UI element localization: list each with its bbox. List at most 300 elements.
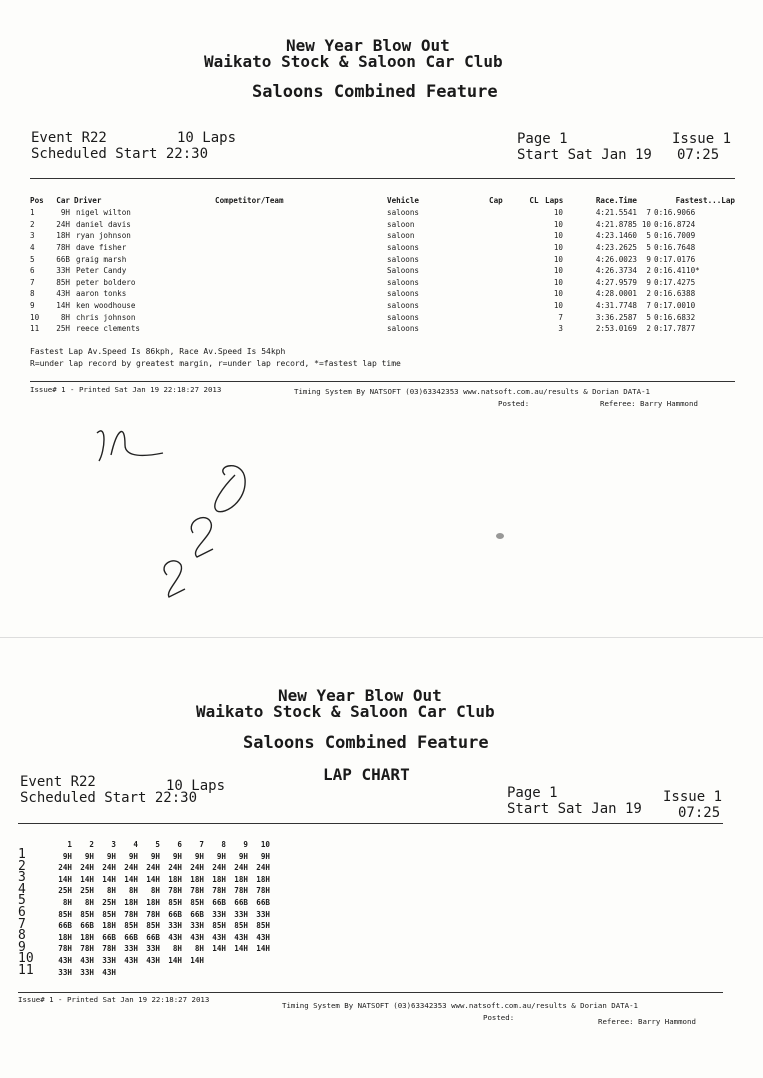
race-time-cell: 4:23.2625 [595, 243, 637, 253]
result-row [30, 300, 735, 312]
laps-cell: 10 [553, 266, 563, 276]
lap-chart-cell: 24H [212, 863, 226, 873]
pos-cell: 3 [30, 231, 35, 241]
lap-chart-cell: 9H [128, 851, 138, 861]
team-cell [215, 242, 387, 254]
fastest-time-cell: 0:16.6832 [654, 312, 696, 322]
lap-chart-cell: 8H [84, 897, 94, 907]
page-separator [0, 637, 763, 638]
lap-chart-cell: 8H [128, 886, 138, 896]
lap-chart-cell: 14H [58, 874, 72, 884]
fastest-lap-number-cell: 9 [646, 277, 651, 287]
vehicle-cell: saloons [387, 301, 420, 311]
lap-chart-row [50, 875, 270, 887]
fastest-lap-number-cell: 5 [646, 243, 651, 253]
legend-note: R=under lap record by greatest margin, r=under lap record, *=fastest lap time [30, 359, 401, 368]
start-date: Start Sat Jan 19 [507, 801, 642, 817]
team-cell [215, 207, 387, 219]
lap-number: 3 [111, 840, 116, 849]
cap-cell [489, 277, 523, 289]
scheduled-start: Scheduled Start 22:30 [20, 790, 198, 806]
cl-cell [523, 242, 545, 254]
pos-cell: 9 [30, 301, 35, 311]
scheduled-start: Scheduled Start 22:30 [31, 146, 209, 162]
race-time-cell: 4:31.7748 [595, 301, 637, 311]
race-subtitle: Saloons Combined Feature [243, 733, 489, 753]
pos-cell: 7 [30, 277, 35, 287]
divider [18, 992, 723, 993]
cl-cell [523, 253, 545, 265]
lap-chart-cell: 43H [256, 932, 270, 942]
lap-chart-cell: 8H [106, 886, 116, 896]
driver-cell: peter boldero [76, 277, 136, 287]
car-cell: 66B [56, 254, 70, 264]
lap-chart-cell: 43H [234, 932, 248, 942]
lap-chart-cell: 18H [146, 897, 160, 907]
vehicle-cell: saloons [387, 312, 420, 322]
lap-number: 2 [89, 840, 94, 849]
lap-chart-cell: 18H [212, 874, 226, 884]
fastest-time-cell: 0:17.0010 [654, 301, 696, 311]
lap-number: 6 [177, 840, 182, 849]
lap-chart-cell: 66B [146, 932, 160, 942]
car-cell: 18H [56, 231, 70, 241]
position-number: 6 [18, 904, 26, 920]
position-number: 11 [18, 962, 34, 978]
results-table [30, 194, 735, 335]
cl-cell [523, 323, 545, 335]
vehicle-cell: saloon [387, 219, 415, 229]
lap-chart-cell: 24H [234, 863, 248, 873]
lap-chart-cell: 9H [260, 851, 270, 861]
vehicle-cell: saloons [387, 324, 420, 334]
lap-chart-cell: 33H [212, 909, 226, 919]
lap-chart-cell: 14H [190, 955, 204, 965]
cl-cell [523, 277, 545, 289]
race-time-cell: 4:26.0023 [595, 254, 637, 264]
fastest-lap-number-cell: 2 [646, 266, 651, 276]
lap-chart-cell: 85H [146, 921, 160, 931]
cl-cell [523, 311, 545, 323]
lap-number-row [50, 840, 270, 852]
driver-cell: daniel davis [76, 219, 131, 229]
fastest-lap-number-cell: 5 [646, 312, 651, 322]
lap-chart-cell: 78H [102, 944, 116, 954]
cap-cell [489, 253, 523, 265]
lap-chart-cell: 66B [124, 932, 138, 942]
col-cl: CL [529, 196, 539, 205]
cl-cell [523, 219, 545, 231]
fastest-time-cell: 0:16.7648 [654, 243, 696, 253]
lap-chart-row [50, 852, 270, 864]
result-row [30, 265, 735, 277]
result-row [30, 253, 735, 265]
car-cell: 43H [56, 289, 70, 299]
laps-cell: 10 [553, 289, 563, 299]
col-pos: Pos [30, 196, 44, 205]
col-team: Competitor/Team [215, 196, 284, 205]
lap-chart-cell: 33H [234, 909, 248, 919]
car-cell: 85H [56, 277, 70, 287]
vehicle-cell: saloons [387, 289, 420, 299]
lap-chart-cell: 33H [124, 944, 138, 954]
pos-cell: 5 [30, 254, 35, 264]
result-row [30, 230, 735, 242]
fastest-time-cell: 0:16.4110* [654, 266, 700, 276]
pos-cell: 1 [30, 208, 35, 218]
pos-cell: 4 [30, 243, 35, 253]
lap-chart-cell: 33H [146, 944, 160, 954]
laps-label: 10 Laps [166, 778, 226, 794]
race-time-cell: 4:23.1460 [595, 231, 637, 241]
position-number: 8 [18, 928, 26, 944]
car-cell: 14H [56, 301, 70, 311]
lap-chart-cell: 9H [62, 851, 72, 861]
issue-label: Issue 1 [663, 789, 723, 805]
lap-chart-cell: 18H [124, 897, 138, 907]
col-laps: Laps [545, 196, 564, 205]
cap-cell [489, 230, 523, 242]
lap-chart-cell: 78H [124, 909, 138, 919]
position-column [18, 849, 34, 977]
lap-chart-cell: 18H [58, 932, 72, 942]
event-title: New Year Blow Out [286, 36, 450, 55]
lap-chart-cell: 85H [124, 921, 138, 931]
laps-cell: 3 [558, 324, 563, 334]
lap-chart-cell: 43H [146, 955, 160, 965]
club-name: Waikato Stock & Saloon Car Club [196, 702, 495, 721]
lap-chart-row [50, 944, 270, 956]
result-row [30, 219, 735, 231]
lap-chart-cell: 14H [124, 874, 138, 884]
cl-cell [523, 288, 545, 300]
position-number: 3 [18, 870, 26, 886]
cap-cell [489, 311, 523, 323]
lap-chart-cell: 25H [58, 886, 72, 896]
timing-credit: Timing System By NATSOFT (03)63342353 www.natsoft.com.au/results & Dorian DATA-1 [294, 387, 650, 396]
club-name: Waikato Stock & Saloon Car Club [204, 52, 503, 71]
event-label: Event R22 [31, 130, 107, 146]
laps-cell: 10 [553, 231, 563, 241]
cap-cell [489, 288, 523, 300]
cl-cell [523, 265, 545, 277]
lap-number: 8 [221, 840, 226, 849]
lap-chart-cell: 33H [58, 967, 72, 977]
lap-chart-row [50, 910, 270, 922]
fastest-time-cell: 0:17.7877 [654, 324, 696, 334]
lap-chart-cell: 43H [212, 932, 226, 942]
lap-chart-cell: 66B [102, 932, 116, 942]
position-number: 4 [18, 881, 26, 897]
fastest-lap-number-cell: 5 [646, 231, 651, 241]
posted-label: Posted: [483, 1013, 515, 1022]
lap-chart-cell: 9H [216, 851, 226, 861]
pos-cell: 6 [30, 266, 35, 276]
pos-cell: 8 [30, 289, 35, 299]
position-number: 9 [18, 939, 26, 955]
lap-chart-cell: 9H [106, 851, 116, 861]
laps-cell: 10 [553, 208, 563, 218]
pos-cell: 10 [30, 312, 40, 322]
cap-cell [489, 265, 523, 277]
fastest-time-cell: 0:16.7009 [654, 231, 696, 241]
lap-chart-cell: 25H [102, 897, 116, 907]
laps-cell: 7 [558, 312, 563, 322]
result-row [30, 311, 735, 323]
driver-cell: graig marsh [76, 254, 127, 264]
lap-chart-cell: 85H [80, 909, 94, 919]
lap-chart-cell: 85H [190, 897, 204, 907]
lap-chart-cell: 78H [58, 944, 72, 954]
result-row [30, 242, 735, 254]
fastest-lap-number-cell: 7 [646, 208, 651, 218]
results-header-row [30, 194, 735, 207]
timing-credit: Timing System By NATSOFT (03)63342353 www.natsoft.com.au/results & Dorian DATA-1 [282, 1001, 638, 1010]
col-fastest-lap: Fastest...Lap [675, 196, 735, 205]
driver-cell: nigel wilton [76, 208, 131, 218]
driver-cell: aaron tonks [76, 289, 127, 299]
lap-chart-cell: 33H [80, 967, 94, 977]
lap-chart-cell: 85H [102, 909, 116, 919]
lap-chart-cell: 14H [80, 874, 94, 884]
laps-cell: 10 [553, 243, 563, 253]
referee-label: Referee: Barry Hammond [600, 399, 698, 408]
car-cell: 24H [56, 219, 70, 229]
page-label: Page 1 [507, 785, 558, 801]
laps-label: 10 Laps [177, 130, 237, 146]
col-cap: Cap [489, 196, 503, 205]
lap-chart-title: LAP CHART [323, 765, 410, 784]
team-cell [215, 323, 387, 335]
lap-chart-cell: 8H [194, 944, 204, 954]
lap-chart-row [50, 968, 270, 980]
team-cell [215, 253, 387, 265]
vehicle-cell: saloon [387, 231, 415, 241]
divider [18, 823, 723, 824]
lap-chart-cell: 66B [234, 897, 248, 907]
car-cell: 33H [56, 266, 70, 276]
lap-chart-cell: 18H [234, 874, 248, 884]
race-time-cell: 3:36.2587 [595, 312, 637, 322]
lap-chart-cell: 9H [150, 851, 160, 861]
team-cell [215, 230, 387, 242]
lap-number: 5 [155, 840, 160, 849]
fastest-lap-number-cell: 2 [646, 324, 651, 334]
cap-cell [489, 300, 523, 312]
start-time: 07:25 [677, 147, 720, 163]
speed-note: Fastest Lap Av.Speed Is 86kph, Race Av.Speed Is 54kph [30, 347, 286, 356]
start-date: Start Sat Jan 19 [517, 147, 652, 163]
lap-chart-cell: 43H [58, 955, 72, 965]
vehicle-cell: Saloons [387, 266, 420, 276]
lap-chart-cell: 14H [146, 874, 160, 884]
team-cell [215, 277, 387, 289]
lap-chart-cell: 18H [80, 932, 94, 942]
lap-chart-cell: 43H [168, 932, 182, 942]
lap-chart-cell: 33H [256, 909, 270, 919]
lap-chart-cell: 24H [168, 863, 182, 873]
lap-chart-cell: 66B [256, 897, 270, 907]
position-number: 7 [18, 916, 26, 932]
lap-chart-cell: 78H [212, 886, 226, 896]
lap-chart-cell: 9H [172, 851, 182, 861]
pos-cell: 11 [30, 324, 40, 334]
lap-chart-cell: 78H [234, 886, 248, 896]
cl-cell [523, 300, 545, 312]
lap-chart-cell: 18H [102, 921, 116, 931]
car-cell: 25H [56, 324, 70, 334]
fastest-lap-number-cell: 9 [646, 254, 651, 264]
lap-chart-cell: 14H [102, 874, 116, 884]
car-cell: 9H [60, 208, 70, 218]
page-label: Page 1 [517, 131, 568, 147]
cap-cell [489, 323, 523, 335]
cl-cell [523, 230, 545, 242]
lap-chart-cell: 9H [238, 851, 248, 861]
cl-cell [523, 207, 545, 219]
lap-chart-cell: 33H [190, 921, 204, 931]
vehicle-cell: saloons [387, 243, 420, 253]
referee-label: Referee: Barry Hammond [598, 1017, 696, 1026]
issue-label: Issue 1 [672, 131, 732, 147]
lap-chart-cell: 9H [84, 851, 94, 861]
result-row [30, 323, 735, 335]
lap-number: 10 [260, 840, 270, 849]
lap-chart-cell: 85H [58, 909, 72, 919]
lap-chart-cell: 14H [212, 944, 226, 954]
lap-chart-cell: 14H [168, 955, 182, 965]
fastest-time-cell: 0:17.4275 [654, 277, 696, 287]
lap-chart-cell: 24H [102, 863, 116, 873]
col-vehicle: Vehicle [387, 196, 420, 205]
printed-stamp: Issue# 1 - Printed Sat Jan 19 22:18:27 2013 [30, 385, 222, 394]
fastest-time-cell: 0:16.8724 [654, 219, 696, 229]
col-race-time: Race.Time [595, 196, 637, 205]
lap-chart-row [50, 886, 270, 898]
team-cell [215, 288, 387, 300]
lap-chart-row [50, 921, 270, 933]
lap-chart-cell: 24H [58, 863, 72, 873]
handwritten-signature [85, 415, 265, 605]
lap-chart-row [50, 898, 270, 910]
lap-chart-cell: 8H [62, 897, 72, 907]
event-title: New Year Blow Out [278, 686, 442, 705]
event-label: Event R22 [20, 774, 96, 790]
divider [30, 381, 735, 382]
lap-chart-cell: 18H [256, 874, 270, 884]
position-number: 1 [18, 847, 26, 862]
fastest-time-cell: 0:16.9066 [654, 208, 696, 218]
race-time-cell: 2:53.0169 [595, 324, 637, 334]
race-time-cell: 4:28.0001 [595, 289, 637, 299]
lap-chart-cell: 14H [256, 944, 270, 954]
race-time-cell: 4:21.8785 [595, 219, 637, 229]
team-cell [215, 265, 387, 277]
lap-chart-cell: 33H [102, 955, 116, 965]
cap-cell [489, 219, 523, 231]
lap-chart-cell: 85H [234, 921, 248, 931]
lap-chart-cell: 78H [190, 886, 204, 896]
result-row [30, 207, 735, 219]
lap-chart-cell: 9H [194, 851, 204, 861]
driver-cell: ryan johnson [76, 231, 131, 241]
posted-label: Posted: [498, 399, 530, 408]
lap-chart-cell: 43H [102, 967, 116, 977]
lap-chart-cell: 24H [124, 863, 138, 873]
vehicle-cell: saloons [387, 277, 420, 287]
fastest-time-cell: 0:17.0176 [654, 254, 696, 264]
printed-stamp: Issue# 1 - Printed Sat Jan 19 22:18:27 2013 [18, 995, 210, 1004]
driver-cell: reece clements [76, 324, 141, 334]
car-cell: 78H [56, 243, 70, 253]
lap-chart-cell: 24H [190, 863, 204, 873]
lap-chart-cell: 43H [124, 955, 138, 965]
driver-cell: Peter Candy [76, 266, 127, 276]
lap-chart-cell: 66B [190, 909, 204, 919]
lap-chart-row [50, 863, 270, 875]
col-car: Car [56, 196, 70, 205]
vehicle-cell: saloons [387, 254, 420, 264]
laps-cell: 10 [553, 277, 563, 287]
fastest-lap-number-cell: 2 [646, 289, 651, 299]
lap-chart-cell: 25H [80, 886, 94, 896]
cap-cell [489, 242, 523, 254]
lap-chart-cell: 78H [146, 909, 160, 919]
divider [30, 178, 735, 179]
lap-chart-cell: 8H [172, 944, 182, 954]
position-number: 5 [18, 893, 26, 909]
lap-chart-cell: 8H [150, 886, 160, 896]
lap-chart-grid [50, 840, 270, 979]
position-number: 10 [18, 951, 34, 967]
driver-cell: dave fisher [76, 243, 127, 253]
pos-cell: 2 [30, 219, 35, 229]
race-subtitle: Saloons Combined Feature [252, 82, 498, 102]
team-cell [215, 219, 387, 231]
lap-number: 9 [243, 840, 248, 849]
start-time: 07:25 [678, 805, 721, 821]
laps-cell: 10 [553, 301, 563, 311]
fastest-time-cell: 0:16.6388 [654, 289, 696, 299]
lap-chart-cell: 85H [212, 921, 226, 931]
lap-chart-cell: 66B [212, 897, 226, 907]
lap-chart-cell: 24H [146, 863, 160, 873]
fastest-lap-number-cell: 7 [646, 301, 651, 311]
race-time-cell: 4:21.5541 [595, 208, 637, 218]
lap-chart-cell: 14H [234, 944, 248, 954]
lap-chart-cell: 66B [80, 921, 94, 931]
lap-chart-row [50, 956, 270, 968]
race-time-cell: 4:26.3734 [595, 266, 637, 276]
lap-chart-cell: 78H [256, 886, 270, 896]
result-row [30, 288, 735, 300]
vehicle-cell: saloons [387, 208, 420, 218]
lap-chart-cell: 18H [168, 874, 182, 884]
result-row [30, 277, 735, 289]
lap-number: 1 [67, 840, 72, 849]
lap-chart-cell: 24H [80, 863, 94, 873]
lap-chart-cell: 66B [58, 921, 72, 931]
race-time-cell: 4:27.9579 [595, 277, 637, 287]
driver-cell: chris johnson [76, 312, 136, 322]
laps-cell: 10 [553, 219, 563, 229]
ink-smudge [496, 533, 504, 539]
lap-chart-cell: 66B [168, 909, 182, 919]
col-driver: Driver [74, 196, 102, 205]
lap-chart-cell: 24H [256, 863, 270, 873]
lap-chart-cell: 85H [256, 921, 270, 931]
lap-chart-cell: 78H [80, 944, 94, 954]
